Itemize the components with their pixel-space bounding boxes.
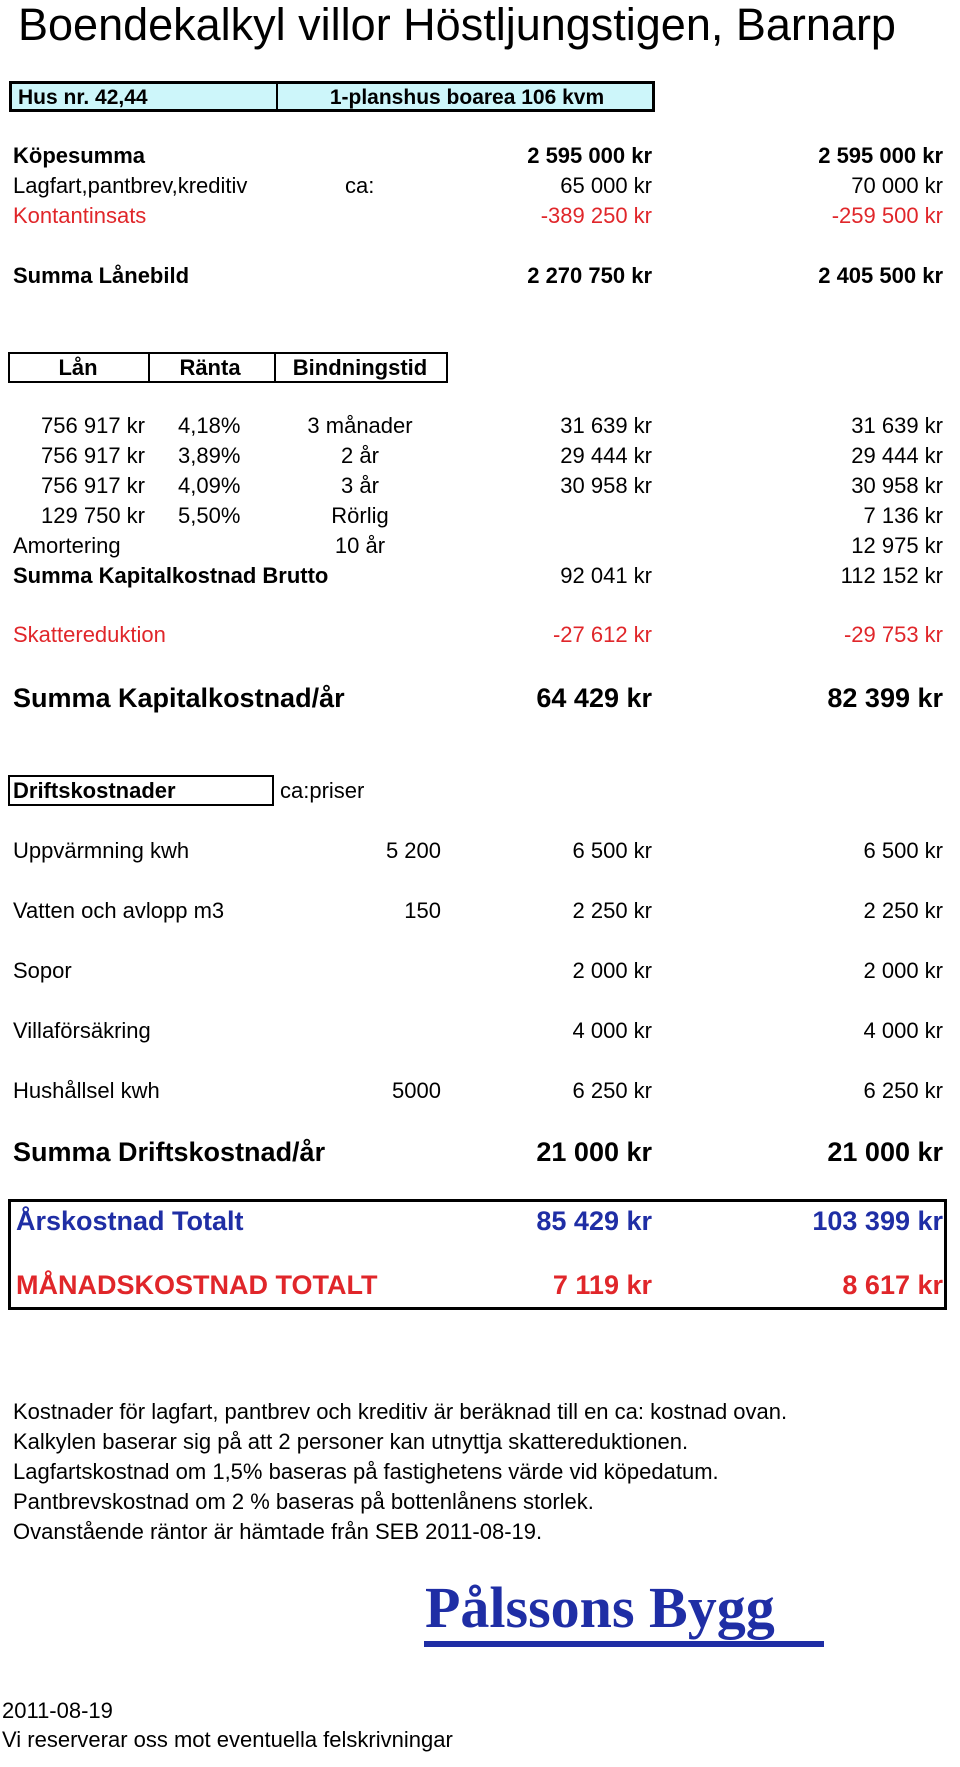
loan-header-bindningstid: Bindningstid [292,355,428,380]
kapital-brutto-a: 92 041 kr [560,563,652,588]
arskostnad-label: Årskostnad Totalt [16,1206,244,1236]
amortering-b: 12 975 kr [851,533,943,558]
loan-cost-a: 31 639 kr [560,413,652,438]
arskostnad-a: 85 429 kr [536,1206,652,1236]
note-line: Ovanstående räntor är hämtade från SEB 2011-08-19. [13,1519,543,1544]
loan-rate: 5,50% [178,503,241,528]
skattereduktion-b: -29 753 kr [843,622,943,647]
loan-amount: 756 917 kr [41,413,145,438]
loan-cost-a: 30 958 kr [560,473,652,498]
kapital-ar-a: 64 429 kr [536,683,652,713]
drift-cost-b: 6 500 kr [863,838,943,863]
loan-cost-b: 29 444 kr [851,443,943,468]
lagfart-label: Lagfart,pantbrev,kreditiv [13,173,248,198]
loan-rate: 4,09% [178,473,241,498]
loan-header-ranta: Ränta [179,355,241,380]
footer-disclaimer: Vi reserverar oss mot eventuella felskrivningar [2,1727,453,1752]
drift-header-label: Driftskostnader [13,778,176,803]
note-line: Kalkylen baserar sig på att 2 personer kan utnyttja skattereduktionen. [13,1429,689,1454]
loan-header-lan: Lån [58,355,98,380]
drift-label: Hushållsel kwh [13,1078,160,1103]
drift-header-sub: ca:priser [280,778,365,803]
skattereduktion-a: -27 612 kr [552,622,652,647]
drift-sum-a: 21 000 kr [536,1137,652,1167]
kopesumma-b: 2 595 000 kr [818,143,943,168]
note-line: Kostnader för lagfart, pantbrev och kreditiv är beräknad till en ca: kostnad ovan. [13,1399,788,1424]
house-type: 1-planshus boarea 106 kvm [329,86,605,109]
amortering-period: 10 år [334,533,386,558]
loan-binding: 3 år [341,473,379,498]
amortering-label: Amortering [13,533,121,558]
loan-amount: 756 917 kr [41,473,145,498]
loan-rate: 4,18% [178,413,241,438]
drift-cost-a: 6 500 kr [572,838,652,863]
loan-cost-b: 31 639 kr [851,413,943,438]
kapital-brutto-label: Summa Kapitalkostnad Brutto [13,563,329,588]
kontantinsats-a: -389 250 kr [540,203,652,228]
house-number: Hus nr. 42,44 [18,86,148,109]
drift-sum-label: Summa Driftskostnad/år [13,1137,326,1167]
note-line: Pantbrevskostnad om 2 % baseras på bottenlånens storlek. [13,1489,594,1514]
loan-cost-a: 29 444 kr [560,443,652,468]
drift-cost-b: 2 250 kr [863,898,943,923]
loan-binding: Rörlig [331,503,389,528]
loan-rate: 3,89% [178,443,241,468]
lanebild-b: 2 405 500 kr [818,263,943,288]
loan-binding: 2 år [341,443,379,468]
lagfart-ca: ca: [345,173,375,198]
loan-amount: 129 750 kr [41,503,145,528]
kopesumma-a: 2 595 000 kr [527,143,652,168]
loan-amount: 756 917 kr [41,443,145,468]
kontantinsats-b: -259 500 kr [831,203,943,228]
skattereduktion-label: Skattereduktion [13,622,166,647]
drift-qty: 5000 [392,1078,441,1103]
kapital-ar-b: 82 399 kr [827,683,943,713]
lanebild-a: 2 270 750 kr [527,263,652,288]
kopesumma-label: Köpesumma [13,143,146,168]
page-title: Boendekalkyl villor Höstljungstigen, Barnarp [18,0,896,50]
kapital-brutto-b: 112 152 kr [840,563,943,588]
drift-cost-b: 6 250 kr [863,1078,943,1103]
drift-qty: 150 [404,898,441,923]
drift-label: Uppvärmning kwh [13,838,190,863]
manadskostnad-b: 8 617 kr [842,1270,943,1300]
drift-cost-a: 2 250 kr [572,898,652,923]
loan-cost-b: 7 136 kr [863,503,943,528]
loan-binding: 3 månader [307,413,413,438]
kapital-ar-label: Summa Kapitalkostnad/år [13,683,345,713]
drift-cost-a: 2 000 kr [572,958,652,983]
drift-label: Villaförsäkring [13,1018,151,1043]
manadskostnad-label: MÅNADSKOSTNAD TOTALT [16,1270,378,1300]
drift-qty: 5 200 [385,838,441,863]
drift-label: Vatten och avlopp m3 [13,898,225,923]
loan-cost-b: 30 958 kr [851,473,943,498]
logo-underline [424,1641,824,1647]
company-logo: Pålssons Bygg [425,1575,775,1640]
arskostnad-b: 103 399 kr [812,1206,943,1236]
footer-date: 2011-08-19 [2,1698,113,1723]
lagfart-b: 70 000 kr [851,173,943,198]
drift-sum-b: 21 000 kr [827,1137,943,1167]
drift-label: Sopor [13,958,72,983]
lagfart-a: 65 000 kr [560,173,652,198]
note-line: Lagfartskostnad om 1,5% baseras på fastighetens värde vid köpedatum. [13,1459,719,1484]
lanebild-label: Summa Lånebild [13,263,190,288]
house-header-box [9,81,655,112]
manadskostnad-a: 7 119 kr [552,1270,652,1300]
kontantinsats-label: Kontantinsats [13,203,147,228]
drift-cost-a: 4 000 kr [572,1018,652,1043]
drift-cost-b: 2 000 kr [863,958,943,983]
drift-cost-b: 4 000 kr [863,1018,943,1043]
drift-cost-a: 6 250 kr [572,1078,652,1103]
